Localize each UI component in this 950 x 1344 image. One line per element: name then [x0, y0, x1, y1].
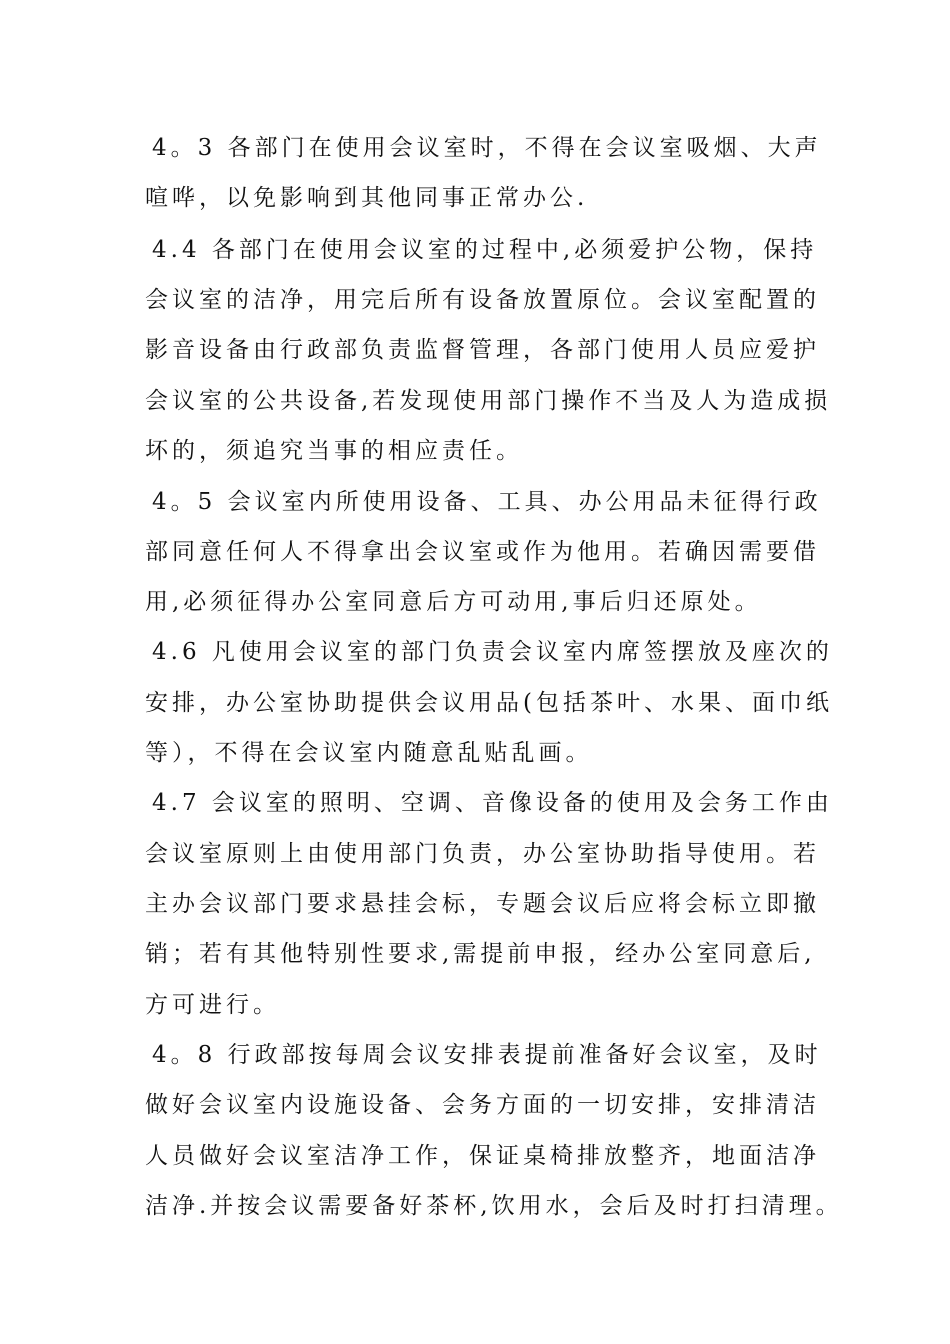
text-line: 4。5 会议室内所使用设备、工具、办公用品未征得行政 — [152, 489, 822, 515]
text-line: 影音设备由行政部负责监督管理，各部门使用人员应爱护 — [145, 337, 820, 363]
text-line: 喧哗，以免影响到其他同事正常办公. — [145, 185, 589, 211]
text-line: 4.7 会议室的照明、空调、音像设备的使用及会务工作由 — [152, 790, 833, 816]
text-line: 4。3 各部门在使用会议室时，不得在会议室吸烟、大声 — [152, 135, 822, 161]
text-line: 方可进行。 — [145, 992, 280, 1018]
text-line: 做好会议室内设施设备、会务方面的一切安排，安排清洁 — [145, 1092, 820, 1118]
text-line: 用,必须征得办公室同意后方可动用,事后归还原处。 — [145, 589, 762, 615]
text-line: 安排，办公室协助提供会议用品(包括茶叶、水果、面巾纸 — [145, 690, 833, 716]
text-line: 4。8 行政部按每周会议安排表提前准备好会议室，及时 — [152, 1042, 822, 1068]
text-line: 主办会议部门要求悬挂会标，专题会议后应将会标立即撤 — [145, 891, 820, 917]
text-line: 销；若有其他特别性要求,需提前申报，经办公室同意后, — [145, 941, 816, 967]
text-line: 等），不得在会议室内随意乱贴乱画。 — [145, 740, 593, 766]
text-line: 洁净.并按会议需要备好茶杯,饮用水，会后及时打扫清理。 — [145, 1193, 843, 1219]
text-line: 坏的，须追究当事的相应责任。 — [145, 438, 523, 464]
text-line: 部同意任何人不得拿出会议室或作为他用。若确因需要借 — [145, 539, 820, 565]
text-line: 人员做好会议室洁净工作，保证桌椅排放整齐，地面洁净 — [145, 1143, 820, 1169]
text-line: 会议室原则上由使用部门负责，办公室协助指导使用。若 — [145, 841, 820, 867]
text-line: 4.6 凡使用会议室的部门负责会议室内席签摆放及座次的 — [152, 639, 833, 665]
text-line: 4.4 各部门在使用会议室的过程中,必须爱护公物，保持 — [152, 237, 818, 263]
text-line: 会议室的公共设备,若发现使用部门操作不当及人为造成损 — [145, 388, 832, 414]
text-line: 会议室的洁净，用完后所有设备放置原位。会议室配置的 — [145, 287, 820, 313]
